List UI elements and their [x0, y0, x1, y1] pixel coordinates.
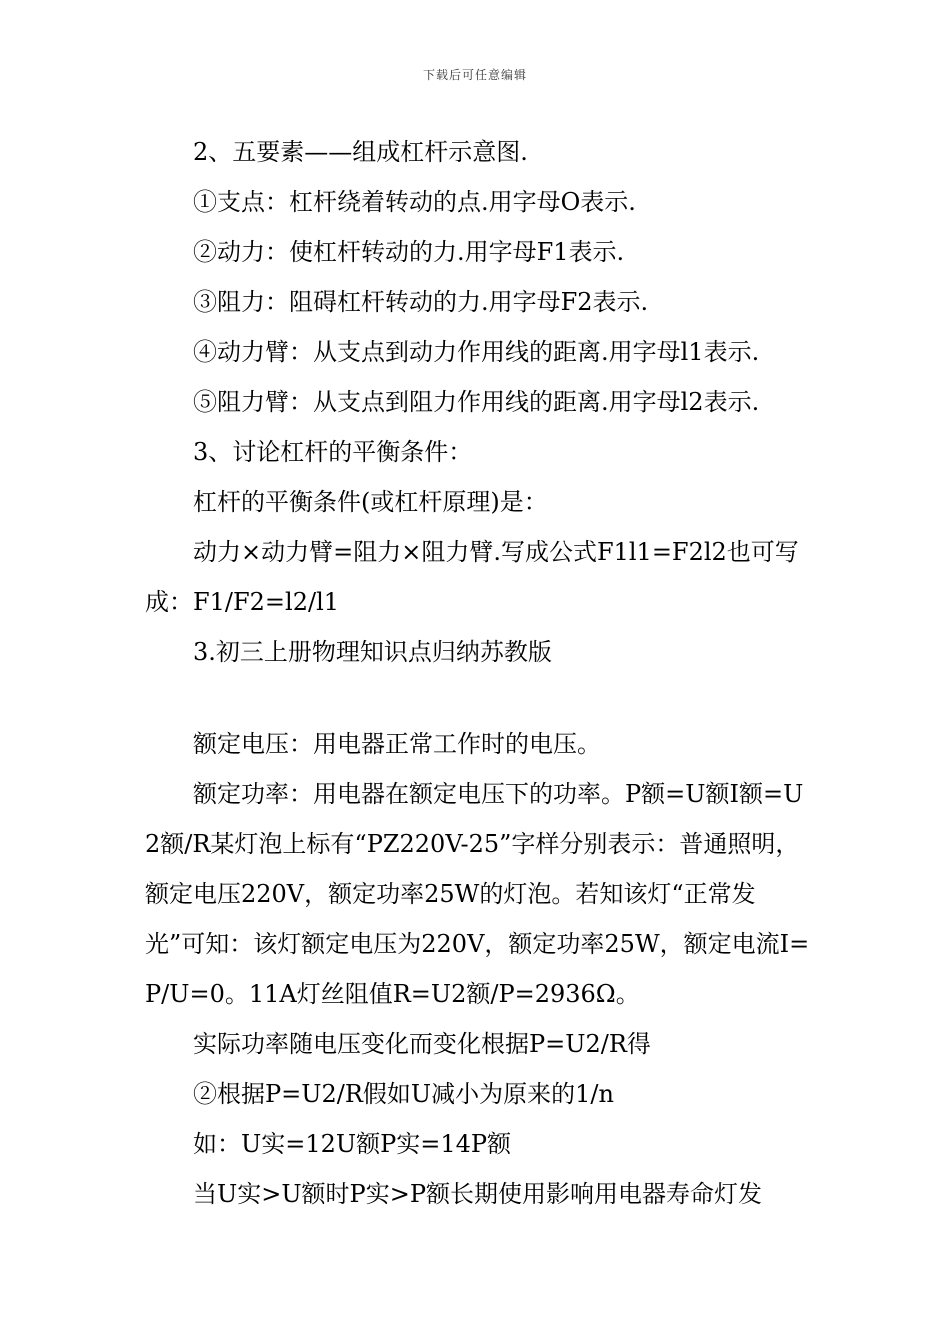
paragraph-five-elements: 2、五要素——组成杠杆示意图.	[193, 138, 528, 166]
paragraph-balance-formula: 动力×动力臂=阻力×阻力臂.写成公式F1l1=F2l2也可写成：F1/F2=l2/l1	[145, 538, 799, 616]
paragraph-resistance-arm: ⑤阻力臂：从支点到阻力作用线的距离.用字母l2表示.	[193, 388, 760, 416]
paragraph-effort-arm: ④动力臂：从支点到动力作用线的距离.用字母l1表示.	[193, 338, 760, 366]
paragraph-rated-power: 额定功率：用电器在额定电压下的功率。P额=U额I额=U2额/R某灯泡上标有“PZ220V-25”字样分别表示：普通照明，额定电压220V，额定功率25W的灯泡。若知该灯“正常发光”可知：该灯额定电压为220V，额定功率25W，额定电流I=P/U=0。11A灯丝阻值R=U2额/P=2936Ω。	[145, 780, 810, 1008]
document-body	[145, 127, 815, 1219]
paragraph-balance-condition: 杠杆的平衡条件(或杠杆原理)是：	[193, 488, 548, 516]
paragraph-overvoltage: 当U实>U额时P实>P额长期使用影响用电器寿命灯发	[193, 1180, 762, 1208]
paragraph-section-title: 3.初三上册物理知识点归纳苏教版	[193, 638, 552, 666]
paragraph-voltage-reduced: ②根据P=U2/R假如U减小为原来的1/n	[193, 1080, 614, 1108]
page-header: 下载后可任意编辑	[422, 68, 527, 82]
paragraph-resistance-force: ③阻力：阻碍杠杆转动的力.用字母F2表示.	[193, 288, 649, 316]
paragraph-fulcrum: ①支点：杠杆绕着转动的点.用字母O表示.	[193, 188, 636, 216]
paragraph-actual-power: 实际功率随电压变化而变化根据P=U2/R得	[193, 1030, 651, 1058]
paragraph-example: 如：U实=12U额P实=14P额	[193, 1130, 512, 1158]
paragraph-balance-heading: 3、讨论杠杆的平衡条件：	[193, 438, 473, 466]
paragraph-rated-voltage: 额定电压：用电器正常工作时的电压。	[193, 730, 601, 758]
section-spacer	[145, 677, 815, 719]
paragraph-effort-force: ②动力：使杠杆转动的力.用字母F1表示.	[193, 238, 625, 266]
